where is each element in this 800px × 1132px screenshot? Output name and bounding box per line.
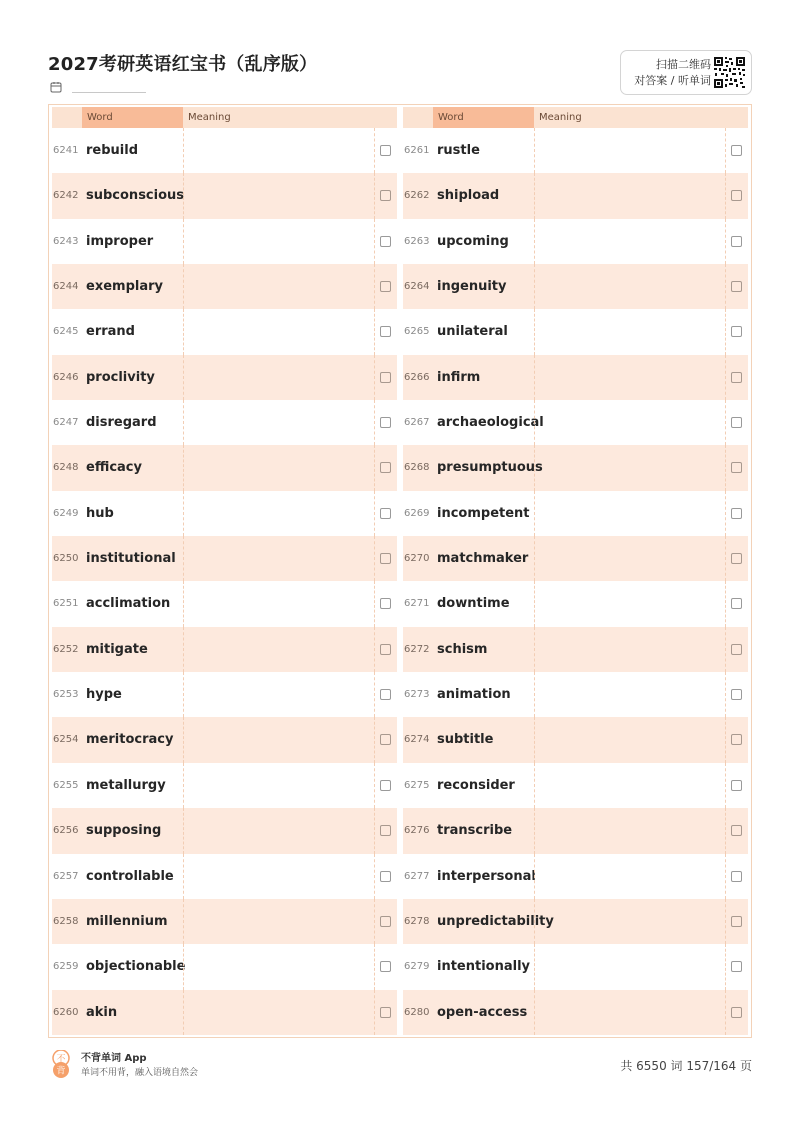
mastered-checkbox[interactable] (731, 236, 742, 247)
column-divider (534, 536, 535, 581)
table-row (403, 355, 748, 400)
column-divider (183, 944, 184, 989)
column-divider (534, 627, 535, 672)
word-text: meritocracy (86, 732, 174, 748)
column-divider (725, 445, 726, 490)
table-row (52, 355, 397, 400)
table-row (52, 128, 397, 173)
table-row (403, 173, 748, 218)
column-divider (374, 672, 375, 717)
word-number: 6262 (404, 190, 430, 202)
word-number: 6268 (404, 462, 430, 474)
word-text: infirm (437, 369, 481, 385)
word-number: 6267 (404, 417, 430, 429)
table-row (403, 445, 748, 490)
word-text: hub (86, 505, 114, 521)
app-logo-icon (50, 1050, 72, 1078)
mastered-checkbox[interactable] (731, 598, 742, 609)
column-divider (374, 990, 375, 1035)
word-text: schism (437, 641, 488, 657)
column-divider (183, 491, 184, 536)
logo-top-char: 不 (56, 1054, 66, 1065)
table-row (52, 627, 397, 672)
column-divider (534, 264, 535, 309)
column-divider (183, 264, 184, 309)
word-number: 6277 (404, 870, 430, 882)
word-number: 6278 (404, 915, 430, 927)
column-divider (183, 672, 184, 717)
page-title: 2027考研英语红宝书（乱序版） (48, 54, 318, 75)
column-divider (725, 128, 726, 173)
mastered-checkbox[interactable] (731, 145, 742, 156)
column-divider (725, 581, 726, 626)
column-divider (725, 990, 726, 1035)
right-column (403, 107, 748, 1035)
word-number: 6256 (53, 825, 79, 837)
word-text: upcoming (437, 233, 509, 249)
mastered-checkbox[interactable] (731, 780, 742, 791)
mastered-checkbox[interactable] (380, 417, 391, 428)
word-text: efficacy (86, 460, 142, 476)
mastered-checkbox[interactable] (380, 236, 391, 247)
word-text: incompetent (437, 505, 530, 521)
word-text: subtitle (437, 732, 494, 748)
column-divider (725, 672, 726, 717)
mastered-checkbox[interactable] (380, 644, 391, 655)
word-number: 6264 (404, 281, 430, 293)
word-number: 6270 (404, 553, 430, 565)
mastered-checkbox[interactable] (380, 689, 391, 700)
column-divider (534, 400, 535, 445)
table-row (52, 899, 397, 944)
column-divider (374, 355, 375, 400)
column-divider (725, 309, 726, 354)
word-text: ingenuity (437, 279, 507, 295)
vocabulary-table (48, 104, 752, 1038)
mastered-checkbox[interactable] (731, 508, 742, 519)
word-number: 6271 (404, 598, 430, 610)
column-divider (374, 763, 375, 808)
word-number: 6258 (53, 915, 79, 927)
word-number: 6241 (53, 145, 79, 156)
table-header (52, 107, 397, 128)
column-divider (183, 128, 184, 173)
word-text: archaeological (437, 415, 544, 431)
mastered-checkbox[interactable] (380, 825, 391, 836)
word-number: 6274 (404, 734, 430, 746)
left-column (52, 107, 397, 1035)
column-divider (374, 309, 375, 354)
calendar-icon (50, 81, 62, 93)
column-divider (534, 672, 535, 717)
header-meaning: Meaning (534, 107, 725, 128)
word-number: 6260 (53, 1006, 79, 1018)
column-divider (374, 128, 375, 173)
mastered-checkbox[interactable] (731, 689, 742, 700)
mastered-checkbox[interactable] (380, 326, 391, 337)
table-row (52, 491, 397, 536)
table-row (403, 219, 748, 264)
column-divider (534, 854, 535, 899)
column-divider (725, 627, 726, 672)
column-divider (725, 854, 726, 899)
word-text: intentionally (437, 959, 531, 975)
word-text: open-access (437, 1004, 528, 1020)
table-row (403, 264, 748, 309)
table-row (52, 763, 397, 808)
mastered-checkbox[interactable] (380, 598, 391, 609)
table-row (403, 854, 748, 899)
table-row (52, 672, 397, 717)
word-text: disregard (86, 415, 157, 431)
word-number: 6266 (404, 371, 430, 383)
word-number: 6243 (53, 235, 79, 247)
column-divider (183, 445, 184, 490)
column-divider (534, 990, 535, 1035)
mastered-checkbox[interactable] (380, 281, 391, 292)
column-divider (183, 854, 184, 899)
word-text: hype (86, 687, 122, 703)
header-number-cell (403, 107, 433, 128)
table-row (403, 400, 748, 445)
column-divider (183, 309, 184, 354)
mastered-checkbox[interactable] (731, 871, 742, 882)
mastered-checkbox[interactable] (380, 871, 391, 882)
word-number: 6279 (404, 961, 430, 973)
table-row (403, 672, 748, 717)
word-text: rustle (437, 143, 480, 158)
column-divider (725, 763, 726, 808)
word-text: proclivity (86, 369, 155, 385)
word-text: unpredictability (437, 913, 554, 929)
table-row (403, 627, 748, 672)
column-divider (374, 264, 375, 309)
column-divider (374, 581, 375, 626)
column-divider (183, 400, 184, 445)
word-text: presumptuous (437, 460, 543, 476)
mastered-checkbox[interactable] (731, 961, 742, 972)
word-number: 6259 (53, 961, 79, 973)
column-divider (374, 445, 375, 490)
table-row (403, 808, 748, 853)
qr-caption (627, 57, 711, 89)
table-header (403, 107, 748, 128)
mastered-checkbox[interactable] (731, 553, 742, 564)
table-row (403, 899, 748, 944)
column-divider (374, 219, 375, 264)
column-divider (374, 400, 375, 445)
word-text: millennium (86, 913, 168, 929)
column-divider (183, 899, 184, 944)
mastered-checkbox[interactable] (731, 644, 742, 655)
mastered-checkbox[interactable] (731, 326, 742, 337)
word-number: 6245 (53, 326, 79, 338)
header-check-cell (725, 107, 748, 128)
word-number: 6263 (404, 235, 430, 247)
column-divider (374, 627, 375, 672)
column-divider (183, 355, 184, 400)
word-number: 6249 (53, 507, 79, 519)
column-divider (183, 536, 184, 581)
table-row (52, 854, 397, 899)
column-divider (725, 264, 726, 309)
word-number: 6253 (53, 689, 79, 701)
table-row (52, 717, 397, 762)
table-row (52, 264, 397, 309)
column-divider (725, 491, 726, 536)
column-divider (725, 717, 726, 762)
app-slogan: 单词不用背，融入语境自然会 (81, 1068, 199, 1078)
header-word: Word (433, 107, 534, 128)
table-row (52, 400, 397, 445)
column-divider (725, 944, 726, 989)
word-text: transcribe (437, 823, 513, 839)
word-number: 6246 (53, 371, 79, 383)
column-divider (725, 899, 726, 944)
column-divider (534, 899, 535, 944)
word-number: 6250 (53, 553, 79, 565)
word-number: 6254 (53, 734, 79, 746)
mastered-checkbox[interactable] (380, 462, 391, 473)
column-divider (374, 899, 375, 944)
word-text: institutional (86, 551, 176, 567)
column-divider (183, 717, 184, 762)
table-row (403, 309, 748, 354)
logo-bottom-char: 背 (56, 1066, 66, 1077)
column-divider (534, 944, 535, 989)
word-text: improper (86, 233, 154, 249)
mastered-checkbox[interactable] (380, 553, 391, 564)
word-number: 6275 (404, 779, 430, 791)
column-divider (725, 808, 726, 853)
mastered-checkbox[interactable] (380, 961, 391, 972)
table-row (52, 173, 397, 218)
column-divider (183, 763, 184, 808)
column-divider (534, 219, 535, 264)
mastered-checkbox[interactable] (380, 508, 391, 519)
word-text: acclimation (86, 596, 171, 612)
mastered-checkbox[interactable] (731, 462, 742, 473)
word-number: 6273 (404, 689, 430, 701)
column-divider (183, 808, 184, 853)
word-text: supposing (86, 823, 162, 839)
word-text: shipload (437, 188, 500, 204)
qr-panel[interactable] (620, 50, 752, 95)
column-divider (183, 173, 184, 218)
header-word: Word (82, 107, 183, 128)
table-row (403, 763, 748, 808)
date-underline (72, 92, 146, 93)
column-divider (725, 355, 726, 400)
mastered-checkbox[interactable] (380, 916, 391, 927)
column-divider (183, 581, 184, 626)
mastered-checkbox[interactable] (380, 145, 391, 156)
word-text: interpersonal (437, 868, 536, 884)
column-divider (534, 763, 535, 808)
word-number: 6248 (53, 462, 79, 474)
column-divider (534, 355, 535, 400)
column-divider (183, 219, 184, 264)
word-text: unilateral (437, 324, 508, 340)
word-text: rebuild (86, 143, 139, 158)
column-divider (374, 491, 375, 536)
date-field[interactable] (50, 80, 62, 94)
column-divider (374, 944, 375, 989)
mastered-checkbox[interactable] (731, 916, 742, 927)
table-row (52, 944, 397, 989)
word-text: errand (86, 324, 135, 340)
table-row (403, 990, 748, 1035)
header-check-cell (374, 107, 397, 128)
table-row (52, 808, 397, 853)
mastered-checkbox[interactable] (380, 734, 391, 745)
table-row (52, 445, 397, 490)
word-text: subconscious (86, 188, 185, 204)
table-row (52, 581, 397, 626)
word-number: 6242 (53, 190, 79, 202)
word-number: 6261 (404, 145, 430, 156)
column-divider (725, 173, 726, 218)
mastered-checkbox[interactable] (380, 1007, 391, 1018)
column-divider (534, 581, 535, 626)
mastered-checkbox[interactable] (731, 734, 742, 745)
mastered-checkbox[interactable] (380, 372, 391, 383)
word-number: 6247 (53, 417, 79, 429)
page-info: 共 6550 词 157/164 页 (620, 1059, 752, 1073)
column-divider (725, 219, 726, 264)
column-divider (534, 808, 535, 853)
column-divider (534, 309, 535, 354)
word-text: mitigate (86, 641, 148, 657)
mastered-checkbox[interactable] (731, 281, 742, 292)
word-number: 6265 (404, 326, 430, 338)
column-divider (534, 491, 535, 536)
word-text: akin (86, 1004, 118, 1020)
mastered-checkbox[interactable] (731, 1007, 742, 1018)
column-divider (183, 627, 184, 672)
column-divider (374, 173, 375, 218)
table-row (403, 128, 748, 173)
qr-caption-line2: 对答案 / 听单词 (634, 74, 711, 87)
column-divider (725, 536, 726, 581)
column-divider (374, 854, 375, 899)
column-divider (534, 128, 535, 173)
column-divider (725, 400, 726, 445)
table-row (403, 491, 748, 536)
word-number: 6272 (404, 643, 430, 655)
app-name: 不背单词 App (81, 1053, 147, 1064)
column-divider (183, 990, 184, 1035)
table-row (52, 219, 397, 264)
column-divider (534, 445, 535, 490)
column-divider (374, 808, 375, 853)
qr-code-icon[interactable] (713, 56, 746, 89)
column-divider (374, 717, 375, 762)
table-row (403, 536, 748, 581)
word-text: exemplary (86, 279, 163, 295)
word-text: matchmaker (437, 551, 529, 567)
word-number: 6255 (53, 779, 79, 791)
mastered-checkbox[interactable] (380, 780, 391, 791)
table-row (52, 990, 397, 1035)
table-row (403, 581, 748, 626)
header-number-cell (52, 107, 82, 128)
word-number: 6280 (404, 1006, 430, 1018)
word-number: 6276 (404, 825, 430, 837)
column-divider (534, 173, 535, 218)
word-text: metallurgy (86, 777, 166, 793)
word-text: controllable (86, 868, 174, 884)
header-meaning: Meaning (183, 107, 374, 128)
word-number: 6251 (53, 598, 79, 610)
table-row (403, 717, 748, 762)
word-text: animation (437, 687, 511, 703)
word-text: downtime (437, 596, 510, 612)
mastered-checkbox[interactable] (731, 190, 742, 201)
mastered-checkbox[interactable] (731, 417, 742, 428)
mastered-checkbox[interactable] (731, 372, 742, 383)
qr-caption-line1: 扫描二维码 (656, 58, 711, 71)
mastered-checkbox[interactable] (380, 190, 391, 201)
word-text: reconsider (437, 777, 515, 793)
word-number: 6269 (404, 507, 430, 519)
word-text: objectionable (86, 959, 186, 975)
table-row (403, 944, 748, 989)
word-number: 6257 (53, 870, 79, 882)
table-row (52, 309, 397, 354)
word-number: 6244 (53, 281, 79, 293)
table-row (52, 536, 397, 581)
word-number: 6252 (53, 643, 79, 655)
column-divider (374, 536, 375, 581)
mastered-checkbox[interactable] (731, 825, 742, 836)
column-divider (534, 717, 535, 762)
